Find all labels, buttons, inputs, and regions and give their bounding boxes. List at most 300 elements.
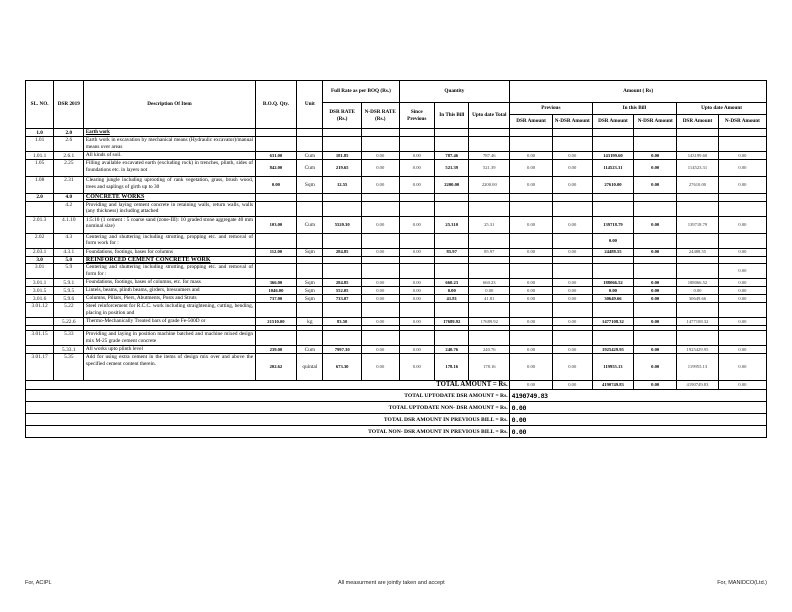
heading-row: [26, 233, 767, 248]
sl-no-cell: 2.03.1: [26, 248, 54, 256]
bill-ndsr-amount-cell: 0.00: [634, 318, 677, 326]
bill-ndsr-amount-cell: [634, 137, 677, 152]
col-boq-qty: B.O.Q. Qty.: [255, 81, 297, 129]
heading-row: [26, 137, 767, 152]
in-this-bill-cell: [435, 201, 469, 216]
dsr-code-cell: 5.35: [54, 354, 84, 381]
item-row: [26, 160, 767, 177]
since-previous-cell: 0.00: [399, 279, 434, 287]
since-previous-cell: 0.00: [399, 346, 434, 354]
bill-dsr-amount-cell: 0.00: [592, 287, 634, 295]
bill-ndsr-amount-cell: [634, 194, 677, 201]
in-this-bill-cell: [435, 194, 469, 201]
bill-dsr-amount-cell: 30649.66: [592, 295, 634, 303]
in-this-bill-cell: 240.76: [435, 346, 469, 354]
unit-cell: Cum: [297, 346, 323, 354]
description-cell: Providing and laying in position machine batched and machine mixed design mix M-25 grade cement concrete: [84, 331, 255, 346]
prev-ndsr-amount-cell: 0.00: [552, 177, 592, 194]
sl-no-cell: 3.01.12: [26, 303, 54, 318]
ndsr-rate-cell: 0.00: [361, 354, 399, 381]
since-previous-cell: 0.00: [399, 152, 434, 160]
total-amount-label: TOTAL AMOUNT = Rs.: [26, 381, 510, 390]
since-previous-cell: [399, 256, 434, 263]
boq-qty-cell: 239.00: [255, 346, 297, 354]
footer-center-note: All measurment are jointly taken and accept: [338, 580, 445, 586]
dsr-code-cell: 4.1.10: [54, 216, 84, 233]
prev-ndsr-amount-cell: 0.00: [552, 152, 592, 160]
boq-qty-cell: 842.00: [255, 160, 297, 177]
sl-no-cell: [26, 346, 54, 354]
prev-ndsr-amount-cell: [552, 331, 592, 346]
ndsr-rate-cell: [361, 233, 399, 248]
upto-dsr-amount-cell: [677, 137, 719, 152]
upto-dsr-amount-cell: [677, 233, 719, 248]
ndsr-rate-cell: 0.00: [361, 346, 399, 354]
prev-dsr-amount-cell: 0.00: [510, 354, 553, 381]
col-upto-date-total: Upto date Total: [469, 103, 510, 129]
upto-ndsr-amount-cell: 0.00: [718, 177, 766, 194]
since-previous-cell: [399, 194, 434, 201]
bill-dsr-amount-cell: [592, 137, 634, 152]
upto-dsr-amount-cell: [677, 264, 719, 279]
heading-row: [26, 201, 767, 216]
bill-ndsr-amount-cell: [634, 264, 677, 279]
item-row: [26, 152, 767, 160]
item-row: [26, 295, 767, 303]
upto-dsr-amount-cell: [677, 256, 719, 263]
prev-ndsr-amount-cell: [552, 137, 592, 152]
upto-date-total-cell: 178.16: [469, 354, 510, 381]
in-this-bill-cell: 17689.92: [435, 318, 469, 326]
upto-ndsr-amount-cell: 0.00: [718, 346, 766, 354]
ndsr-rate-cell: [361, 303, 399, 318]
unit-cell: [297, 256, 323, 263]
bill-ndsr-amount-cell: 0.00: [634, 177, 677, 194]
dsr-code-cell: 5.22.6: [54, 318, 84, 326]
bill-ndsr-amount-cell: 0.00: [634, 160, 677, 177]
upto-date-total-cell: [469, 194, 510, 201]
dsr-code-cell: 4.3.1: [54, 248, 84, 256]
boq-qty-cell: [255, 256, 297, 263]
upto-ndsr-amount-cell: [718, 129, 766, 137]
ndsr-rate-cell: 0.00: [361, 152, 399, 160]
bill-ndsr-amount-cell: [634, 233, 677, 248]
since-previous-cell: 0.00: [399, 318, 434, 326]
dsr-rate-cell: 284.85: [323, 279, 362, 287]
dsr-rate-cell: 673.30: [323, 354, 362, 381]
prev-dsr-amount-cell: 0.00: [510, 152, 553, 160]
ndsr-rate-cell: [361, 129, 399, 137]
bill-dsr-amount-cell: [592, 303, 634, 318]
dsr-code-cell: 5.9.5: [54, 287, 84, 295]
bill-ndsr-amount-cell: [634, 331, 677, 346]
total-bill-ndsr: 0.00: [634, 381, 677, 390]
unit-cell: [297, 129, 323, 137]
unit-cell: [297, 303, 323, 318]
ndsr-rate-cell: [361, 137, 399, 152]
section-row: [26, 194, 767, 201]
prev-ndsr-amount-cell: 0.00: [552, 295, 592, 303]
upto-date-total-cell: 240.76: [469, 346, 510, 354]
item-row: [26, 248, 767, 256]
bill-dsr-amount-cell: 139718.79: [592, 216, 634, 233]
total-upto-dsr: 4190749.83: [677, 381, 719, 390]
since-previous-cell: 0.00: [399, 295, 434, 303]
table-header: [26, 81, 767, 129]
prev-dsr-amount-cell: [510, 194, 553, 201]
boq-qty-cell: 202.62: [255, 354, 297, 381]
description-cell: [84, 129, 255, 137]
upto-date-total-cell: [469, 129, 510, 137]
upto-date-total-cell: [469, 256, 510, 263]
sl-no-cell: [26, 318, 54, 326]
dsr-rate-cell: [323, 233, 362, 248]
description-cell: Foundations, footings, bases for columns: [84, 248, 255, 256]
total-prev-ndsr: 0.00: [552, 381, 592, 390]
item-row: [26, 318, 767, 326]
sl-no-cell: 2.01.3: [26, 216, 54, 233]
dsr-rate-cell: 181.85: [323, 152, 362, 160]
unit-cell: [297, 264, 323, 279]
bill-ndsr-amount-cell: 0.00: [634, 279, 677, 287]
item-row: [26, 354, 767, 381]
since-previous-cell: [399, 201, 434, 216]
prev-dsr-amount-cell: [510, 331, 553, 346]
in-this-bill-cell: 41.81: [435, 295, 469, 303]
unit-cell: Sqm: [297, 177, 323, 194]
dsr-rate-cell: 219.65: [323, 160, 362, 177]
section-title: REINFORCED CEMENT CONCRETE WORK: [85, 256, 211, 263]
col-in-this-bill: In This Bill: [435, 103, 469, 129]
dsr-rate-cell: [323, 137, 362, 152]
prev-dsr-amount-cell: 0.00: [510, 287, 553, 295]
upto-ndsr-amount-cell: [718, 233, 766, 248]
upto-ndsr-amount-cell: [718, 331, 766, 346]
upto-date-total-cell: 17689.92: [469, 318, 510, 326]
sl-no-cell: 3.01.5: [26, 287, 54, 295]
since-previous-cell: [399, 331, 434, 346]
description-cell: Columns, Pillars, Piers, Abutments, Posts and Struts: [84, 295, 255, 303]
summary-value: 4190749.83: [510, 390, 767, 402]
dsr-rate-cell: [323, 331, 362, 346]
bill-dsr-amount-cell: 119955.13: [592, 354, 634, 381]
upto-ndsr-amount-cell: 0.00: [718, 279, 766, 287]
sl-no-cell: 3.0: [26, 256, 54, 263]
boq-qty-cell: [255, 129, 297, 137]
upto-date-total-cell: [469, 201, 510, 216]
bill-dsr-amount-cell: [592, 194, 634, 201]
in-this-bill-cell: [435, 256, 469, 263]
col-since-previous: Since Previous: [399, 103, 434, 129]
upto-dsr-amount-cell: 1925429.95: [677, 346, 719, 354]
upto-ndsr-amount-cell: [718, 194, 766, 201]
summary-row-previous-ndsr: [26, 426, 767, 438]
prev-dsr-amount-cell: [510, 264, 553, 279]
unit-cell: [297, 201, 323, 216]
sl-no-cell: 3.01: [26, 264, 54, 279]
total-prev-dsr: 0.00: [510, 381, 553, 390]
item-row: [26, 279, 767, 287]
dsr-rate-cell: [323, 264, 362, 279]
in-this-bill-cell: [435, 233, 469, 248]
col-group-quantity: Quantity: [399, 81, 510, 103]
in-this-bill-cell: 25.310: [435, 216, 469, 233]
sl-no-cell: 3.01.1: [26, 279, 54, 287]
totals-section: [26, 381, 767, 438]
sl-no-cell: 3.01.6: [26, 295, 54, 303]
upto-ndsr-amount-cell: 0.00: [718, 354, 766, 381]
dsr-rate-cell: [323, 129, 362, 137]
item-row: [26, 346, 767, 354]
unit-cell: [297, 233, 323, 248]
boq-qty-cell: 112.00: [255, 248, 297, 256]
prev-ndsr-amount-cell: [552, 194, 592, 201]
heading-row: [26, 264, 767, 279]
unit-cell: Sqm: [297, 287, 323, 295]
ndsr-rate-cell: [361, 331, 399, 346]
ndsr-rate-cell: 0.00: [361, 279, 399, 287]
since-previous-cell: 0.00: [399, 216, 434, 233]
col-ndsr-rate: N-DSR RATE (Rs.): [361, 103, 399, 129]
upto-dsr-amount-cell: 139718.79: [677, 216, 719, 233]
prev-dsr-amount-cell: [510, 233, 553, 248]
prev-ndsr-amount-cell: 0.00: [552, 318, 592, 326]
boq-qty-cell: 103.00: [255, 216, 297, 233]
dsr-code-cell: 5.33: [54, 331, 84, 346]
unit-cell: [297, 331, 323, 346]
unit-cell: Cum: [297, 160, 323, 177]
unit-cell: quintal: [297, 354, 323, 381]
dsr-rate-cell: [323, 256, 362, 263]
in-this-bill-cell: [435, 129, 469, 137]
prev-ndsr-amount-cell: [552, 129, 592, 137]
bill-dsr-amount-cell: 1925429.95: [592, 346, 634, 354]
bill-dsr-amount-cell: 143199.60: [592, 152, 634, 160]
sl-no-cell: 1.05: [26, 160, 54, 177]
col-sl-no: SL. NO.: [26, 81, 54, 129]
description-cell: Providing and laying cement concrete in retaining walls, return walls, walls (any thickness) including attached: [84, 201, 255, 216]
upto-dsr-amount-cell: 27610.00: [677, 177, 719, 194]
col-dsr-rate: DSR RATE (Rs.): [323, 103, 362, 129]
description-cell: All works upto plinth level: [84, 346, 255, 354]
description-cell: 1:5:10 (1 cement : 5 coarse sand (zone-III): 10 graded stone aggregate 40 mm nominal size): [84, 216, 255, 233]
description-cell: Lintels, beams, plinth beams, girders, bressumers and: [84, 287, 255, 295]
prev-dsr-amount-cell: [510, 129, 553, 137]
ndsr-rate-cell: [361, 256, 399, 263]
dsr-code-cell: 5.22: [54, 303, 84, 318]
description-cell: Steel reinforcement for R.C.C. work including straightening, cutting, bending, placing in position and: [84, 303, 255, 318]
upto-date-total-cell: 85.97: [469, 248, 510, 256]
bill-ndsr-amount-cell: 0.00: [634, 248, 677, 256]
boq-qty-cell: 631.00: [255, 152, 297, 160]
boq-qty-cell: [255, 194, 297, 201]
upto-date-total-cell: [469, 233, 510, 248]
dsr-rate-cell: 83.50: [323, 318, 362, 326]
table-body: [26, 129, 767, 381]
sl-no-cell: 2.0: [26, 194, 54, 201]
ndsr-rate-cell: 0.00: [361, 287, 399, 295]
description-cell: Thermo-Mechanically Treated bars of grade Fe-500D or: [84, 318, 255, 326]
summary-value: 0.00: [510, 426, 767, 438]
ndsr-rate-cell: 0.00: [361, 318, 399, 326]
item-row: [26, 216, 767, 233]
summary-label: TOTAL DSR AMOUNT IN PREVIOUS BILL = Rs.: [26, 414, 510, 426]
dsr-code-cell: 5.33.1: [54, 346, 84, 354]
dsr-code-cell: 2.6.1: [54, 152, 84, 160]
footer-right-signatory: For, MANIDCO(Ltd.): [717, 580, 767, 586]
prev-ndsr-amount-cell: 0.00: [552, 346, 592, 354]
dsr-code-cell: 5.0: [54, 256, 84, 263]
in-this-bill-cell: [435, 331, 469, 346]
summary-value: 0.00: [510, 402, 767, 414]
summary-row-uptodate-ndsr: [26, 402, 767, 414]
prev-ndsr-amount-cell: 0.00: [552, 216, 592, 233]
dsr-code-cell: 5.9.1: [54, 279, 84, 287]
upto-dsr-amount-cell: 114523.31: [677, 160, 719, 177]
heading-row: [26, 303, 767, 318]
boq-qty-cell: [255, 233, 297, 248]
in-this-bill-cell: 521.39: [435, 160, 469, 177]
unit-cell: Cum: [297, 152, 323, 160]
section-row: [26, 256, 767, 263]
since-previous-cell: 0.00: [399, 160, 434, 177]
in-this-bill-cell: [435, 137, 469, 152]
upto-dsr-amount-cell: [677, 331, 719, 346]
description-cell: [84, 194, 255, 201]
upto-date-total-cell: [469, 137, 510, 152]
bill-dsr-amount-cell: 27610.00: [592, 177, 634, 194]
upto-ndsr-amount-cell: 0.00: [718, 160, 766, 177]
prev-dsr-amount-cell: [510, 303, 553, 318]
sl-no-cell: 1.01: [26, 137, 54, 152]
dsr-rate-cell: 5520.30: [323, 216, 362, 233]
upto-date-total-cell: 521.39: [469, 160, 510, 177]
upto-dsr-amount-cell: [677, 303, 719, 318]
upto-dsr-amount-cell: 0.00: [677, 287, 719, 295]
prev-dsr-amount-cell: 0.00: [510, 160, 553, 177]
bill-ndsr-amount-cell: [634, 201, 677, 216]
dsr-rate-cell: 552.05: [323, 287, 362, 295]
in-this-bill-cell: 178.16: [435, 354, 469, 381]
ndsr-rate-cell: 0.00: [361, 216, 399, 233]
bill-dsr-amount-cell: 114523.31: [592, 160, 634, 177]
dsr-rate-cell: [323, 201, 362, 216]
bill-ndsr-amount-cell: 0.00: [634, 354, 677, 381]
upto-ndsr-amount-cell: 0.00: [718, 248, 766, 256]
boq-qty-cell: [255, 303, 297, 318]
prev-ndsr-amount-cell: [552, 303, 592, 318]
col-upto-dsr-amount: DSR Amount: [677, 115, 719, 129]
prev-dsr-amount-cell: 0.00: [510, 346, 553, 354]
prev-dsr-amount-cell: [510, 201, 553, 216]
upto-ndsr-amount-cell: 0.00: [718, 318, 766, 326]
boq-qty-cell: [255, 264, 297, 279]
description-cell: Centering and shuttering including strutting, propping etc. and removal of form work for :: [84, 233, 255, 248]
since-previous-cell: [399, 129, 434, 137]
upto-dsr-amount-cell: 24488.55: [677, 248, 719, 256]
upto-date-total-cell: 0.00: [469, 287, 510, 295]
unit-cell: Sqm: [297, 248, 323, 256]
sl-no-cell: 1.08: [26, 177, 54, 194]
upto-date-total-cell: 41.81: [469, 295, 510, 303]
description-cell: Clearing jungle including uprooting of rank vegetation, grass, brush wood, trees and saplings of girth up to 30: [84, 177, 255, 194]
col-description: Description Of Item: [84, 81, 255, 129]
col-prev-ndsr-amount: N-DSR Amount: [552, 115, 592, 129]
upto-dsr-amount-cell: [677, 129, 719, 137]
upto-ndsr-amount-cell: 0.00: [718, 152, 766, 160]
dsr-rate-cell: 284.85: [323, 248, 362, 256]
bill-ndsr-amount-cell: 0.00: [634, 152, 677, 160]
bill-ndsr-amount-cell: 0.00: [634, 287, 677, 295]
description-cell: Foundations, footings, bases of columns, etc. for mass: [84, 279, 255, 287]
unit-cell: Cum: [297, 216, 323, 233]
item-row: [26, 287, 767, 295]
prev-dsr-amount-cell: 0.00: [510, 177, 553, 194]
prev-ndsr-amount-cell: 0.00: [552, 354, 592, 381]
sl-no-cell: 3.01.17: [26, 354, 54, 381]
since-previous-cell: [399, 264, 434, 279]
col-group-upto-date-amount: Upto date Amount: [677, 103, 767, 115]
total-bill-dsr: 4190749.83: [592, 381, 634, 390]
col-bill-ndsr-amount: N-DSR Amount: [634, 115, 677, 129]
upto-ndsr-amount-cell: 0.00: [718, 287, 766, 295]
upto-dsr-amount-cell: 119955.13: [677, 354, 719, 381]
unit-cell: kg: [297, 318, 323, 326]
prev-ndsr-amount-cell: [552, 233, 592, 248]
ndsr-rate-cell: 0.00: [361, 160, 399, 177]
since-previous-cell: 0.00: [399, 287, 434, 295]
upto-date-total-cell: 660.23: [469, 279, 510, 287]
in-this-bill-cell: 2200.00: [435, 177, 469, 194]
prev-ndsr-amount-cell: 0.00: [552, 287, 592, 295]
prev-ndsr-amount-cell: [552, 201, 592, 216]
description-cell: Earth work in excavation by mechanical means (Hydraulic excavator)/manual means over areas: [84, 137, 255, 152]
dsr-code-cell: 2.6: [54, 137, 84, 152]
bill-dsr-amount-cell: [592, 256, 634, 263]
upto-ndsr-amount-cell: [718, 137, 766, 152]
col-group-in-this-bill: In this Bill: [592, 103, 677, 115]
upto-date-total-cell: [469, 303, 510, 318]
bill-dsr-amount-cell: 1477108.32: [592, 318, 634, 326]
boq-qty-cell: 1046.00: [255, 287, 297, 295]
dsr-code-cell: 2.0: [54, 129, 84, 137]
total-upto-ndsr: 0.00: [718, 381, 766, 390]
dsr-rate-cell: 733.07: [323, 295, 362, 303]
description-cell: Add for using extra cement in the items of design mix over and above the specified cement content therein.: [84, 354, 255, 381]
section-title: CONCRETE WORKS: [85, 194, 145, 201]
dsr-code-cell: 4.2: [54, 201, 84, 216]
boq-qty-cell: 21510.00: [255, 318, 297, 326]
ndsr-rate-cell: 0.00: [361, 177, 399, 194]
unit-cell: Sqm: [297, 295, 323, 303]
col-group-amount: Amount ( Rs): [510, 81, 767, 103]
summary-label: TOTAL UPTODATE NON- DSR AMOUNT = Rs.: [26, 402, 510, 414]
summary-value: 0.00: [510, 414, 767, 426]
upto-dsr-amount-cell: 30649.66: [677, 295, 719, 303]
ndsr-rate-cell: [361, 194, 399, 201]
in-this-bill-cell: 85.97: [435, 248, 469, 256]
col-prev-dsr-amount: DSR Amount: [510, 115, 553, 129]
footer-left-signatory: For, ACIPL: [25, 580, 52, 586]
ndsr-rate-cell: [361, 201, 399, 216]
description-cell: Centering and shuttering including strutting, propping etc. and removal of form for :: [84, 264, 255, 279]
unit-cell: [297, 194, 323, 201]
description-cell: Filling available excavated earth (excluding rock) in trenches, plinth, sides of foundations etc. in layers not: [84, 160, 255, 177]
in-this-bill-cell: [435, 264, 469, 279]
bill-dsr-amount-cell: 188066.52: [592, 279, 634, 287]
prev-ndsr-amount-cell: 0.00: [552, 279, 592, 287]
upto-date-total-cell: [469, 264, 510, 279]
